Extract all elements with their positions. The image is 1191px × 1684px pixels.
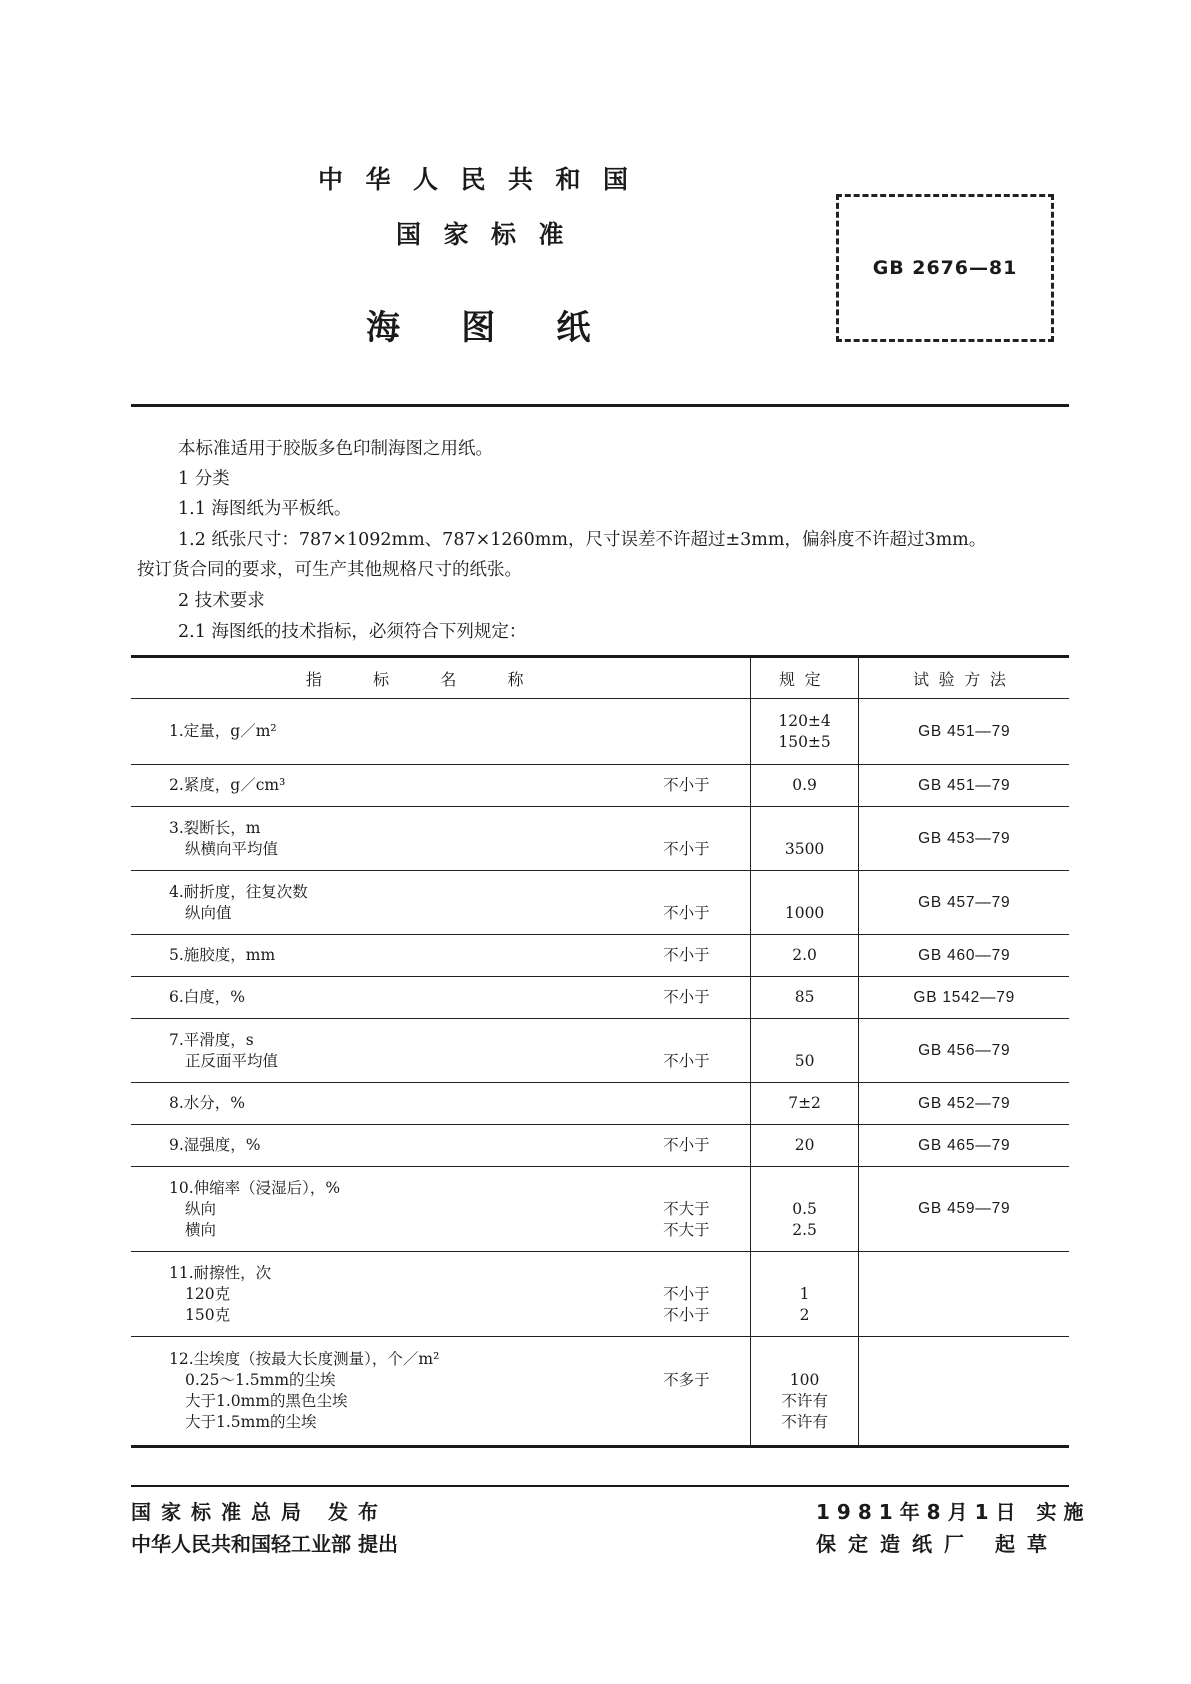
section-1-1: 1.1 海图纸为平板纸。 [178,499,352,519]
indicator-name-cell [131,1337,750,1447]
test-method-cell: GB 460—79 [859,935,1069,977]
test-method-cell: GB 451—79 [859,699,1069,765]
indicator-name-cell [131,807,750,871]
specification-cell [750,977,859,1019]
country-heading: 中华人民共和国 [318,165,651,194]
indicator-name: 3.裂断长，m [169,818,261,837]
table-row [131,765,1069,807]
limit-qualifier: 不小于 [663,946,710,964]
document-title: 海图纸 [366,308,652,348]
issuer: 国家标准总局 发布 [131,1500,388,1524]
limit-qualifier: 不大于 [663,1199,710,1218]
standard-code: GB 2676—81 [872,257,1018,279]
test-method-cell: GB 456—79 [859,1019,1069,1083]
effective-date: 1981年8月1日 实施 [816,1500,1091,1524]
test-method-cell: GB 459—79 [859,1167,1069,1252]
indicator-name-cell [131,871,750,935]
indicator-subitem: 纵横向平均值 [185,839,279,858]
limit-qualifier: 不小于 [663,1051,710,1070]
indicator-name-cell [131,1252,750,1337]
test-method-cell: GB 453—79 [859,807,1069,871]
limit-qualifier: 不多于 [663,1371,710,1389]
specification-value: 不许有 [781,1413,828,1431]
specification-value: 2.5 [792,1220,817,1239]
section-2-1: 2.1 海图纸的技术指标，必须符合下列规定： [178,622,527,642]
specification-cell [750,1125,859,1167]
specification-value: 不许有 [781,1392,828,1410]
standard-type-heading: 国家标准 [396,220,587,249]
test-method-cell: GB 457—79 [859,871,1069,935]
indicator-name-cell [131,765,750,807]
table-row [131,1125,1069,1167]
header-rule [131,404,1069,407]
table-row [131,1252,1069,1337]
indicator-name: 1.定量，g／m² [169,722,277,740]
specification-value: 1 [799,1284,810,1303]
indicator-subitem: 正反面平均值 [185,1051,279,1070]
indicator-name: 11.耐擦性，次 [169,1263,272,1282]
table-row [131,871,1069,935]
indicator-name-cell [131,977,750,1019]
specification-value: 100 [789,1371,820,1389]
specification-cell [750,1083,859,1125]
section-1-2-continued: 按订货合同的要求，可生产其他规格尺寸的纸张。 [137,560,522,580]
specification-value: 0.5 [792,1199,817,1218]
test-method-cell: GB 465—79 [859,1125,1069,1167]
table-row [131,1019,1069,1083]
indicator-name-cell [131,1083,750,1125]
indicator-name: 8.水分，% [169,1094,246,1112]
indicator-name: 2.紧度，g／cm³ [169,776,286,794]
standard-code-box [836,194,1054,342]
limit-qualifier: 不大于 [663,1220,710,1239]
section-1-2: 1.2 纸张尺寸：787×1092mm、787×1260mm，尺寸误差不许超过±3mm，偏斜度不许超过3mm。 [178,530,987,550]
indicator-subitem: 纵向 [185,1199,217,1218]
specification-cell [750,807,859,871]
limit-qualifier: 不小于 [663,1305,710,1324]
specification-value: 20 [794,1136,815,1154]
indicator-subitem: 大于1.0mm的黑色尘埃 [185,1392,348,1410]
header-specification: 规定 [750,657,859,699]
indicator-subitem: 纵向值 [185,903,232,922]
technical-indicators-table [131,655,1069,1448]
specification-value: 2.0 [792,946,817,964]
specification-cell [750,699,859,765]
indicator-name: 12.尘埃度（按最大长度测量），个／m² [169,1350,440,1368]
indicator-subitem: 150克 [185,1305,231,1324]
indicator-name: 10.伸缩率（浸湿后），% [169,1178,341,1197]
specification-value: 50 [794,1051,815,1070]
indicator-name-cell [131,699,750,765]
specification-value: 85 [794,988,815,1006]
drafter: 保定造纸厂 起草 [816,1532,1059,1556]
specification-value: 120±4 [778,711,831,730]
scope-paragraph: 本标准适用于胶版多色印制海图之用纸。 [178,439,493,459]
indicator-name-cell [131,935,750,977]
test-method-cell [859,1337,1069,1447]
indicator-name: 7.平滑度，s [169,1030,254,1049]
table-row [131,977,1069,1019]
specification-cell [750,1337,859,1447]
test-method-cell: GB 1542—79 [859,977,1069,1019]
table-row [131,1083,1069,1125]
limit-qualifier: 不小于 [663,1136,710,1154]
proposer: 中华人民共和国轻工业部 提出 [131,1532,398,1556]
limit-qualifier: 不小于 [663,839,710,858]
table-row [131,1337,1069,1447]
indicator-subitem: 120克 [185,1284,231,1303]
specification-value: 0.9 [792,776,817,794]
table-row [131,699,1069,765]
table-row [131,807,1069,871]
section-1-heading: 1 分类 [178,469,230,489]
specification-cell [750,765,859,807]
specification-cell [750,1252,859,1337]
specification-value: 2 [799,1305,810,1324]
indicator-subitem: 大于1.5mm的尘埃 [185,1413,317,1431]
indicator-name: 4.耐折度，往复次数 [169,882,308,901]
specification-cell [750,1019,859,1083]
specification-cell [750,871,859,935]
specification-cell [750,935,859,977]
indicator-name-cell [131,1125,750,1167]
header-indicator-name: 指标名称 [131,657,750,699]
indicator-name: 5.施胶度，mm [169,946,276,964]
test-method-cell: GB 452—79 [859,1083,1069,1125]
indicator-subitem: 横向 [185,1220,217,1239]
indicator-name-cell [131,1019,750,1083]
section-2-heading: 2 技术要求 [178,591,265,611]
table-row [131,1167,1069,1252]
indicator-subitem: 0.25～1.5mm的尘埃 [185,1371,336,1389]
limit-qualifier: 不小于 [663,988,710,1006]
table-row [131,935,1069,977]
header-test-method: 试验方法 [859,657,1069,699]
test-method-cell [859,1252,1069,1337]
table-header-row [131,657,1069,699]
limit-qualifier: 不小于 [663,1284,710,1303]
limit-qualifier: 不小于 [663,903,710,922]
specification-cell [750,1167,859,1252]
specification-value: 150±5 [778,732,831,751]
specification-value: 1000 [784,903,825,922]
indicator-name-cell [131,1167,750,1252]
limit-qualifier: 不小于 [663,776,710,794]
specification-value: 7±2 [788,1094,821,1112]
indicator-name: 6.白度，% [169,988,246,1006]
indicator-name: 9.湿强度，% [169,1136,261,1154]
test-method-cell: GB 451—79 [859,765,1069,807]
footer-rule [131,1485,1069,1487]
specification-value: 3500 [784,839,825,858]
